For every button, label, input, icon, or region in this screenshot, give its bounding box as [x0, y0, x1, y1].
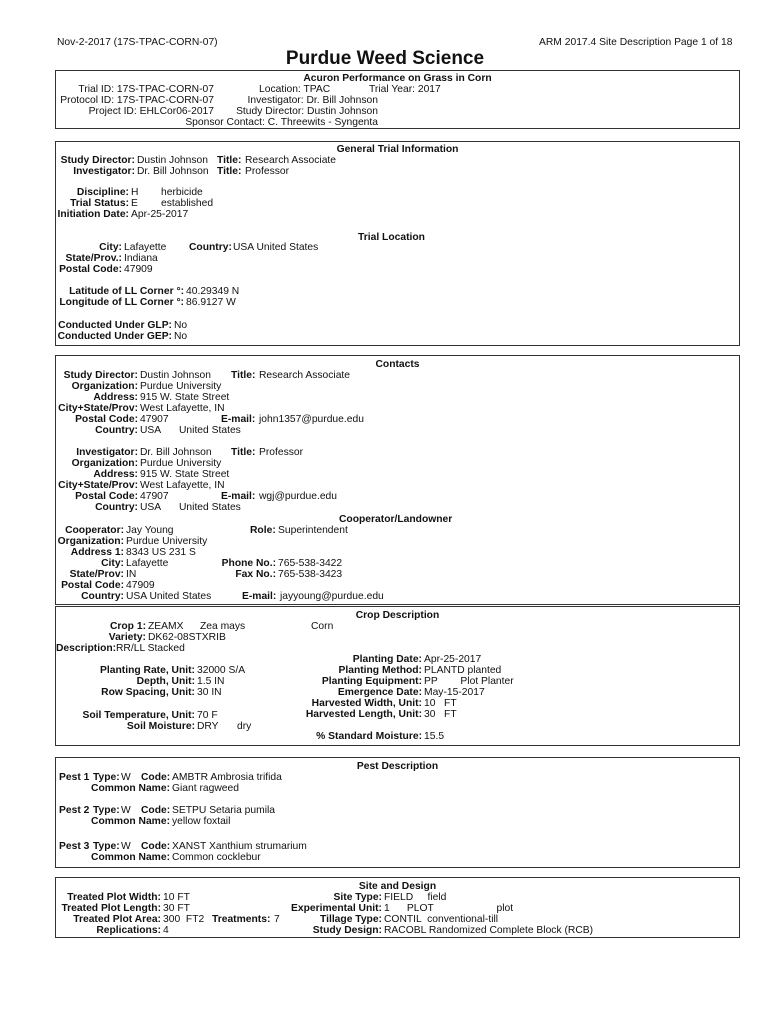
coop-email-label: E-mail:	[242, 591, 277, 602]
c2-org: Purdue University	[140, 458, 222, 469]
lon-label: Longitude of LL Corner °:	[59, 297, 184, 308]
c2-country: USA	[140, 502, 162, 513]
soil-moist-label: Soil Moisture:	[126, 721, 195, 732]
coop-phone: 765-538-3422	[278, 558, 343, 569]
coop-city: Lafayette	[126, 558, 169, 569]
pest3-code: XANST Xanthium strumarium	[172, 841, 307, 852]
crop-heading: Crop Description	[355, 610, 440, 621]
sd-value: Dustin Johnson	[137, 155, 208, 166]
status-code: E	[131, 198, 138, 209]
plot-area-label: Treated Plot Area:	[73, 914, 161, 925]
inv-title: Professor	[245, 166, 290, 177]
harvested-width-label: Harvested Width, Unit:	[311, 698, 422, 709]
coop-role: Superintendent	[278, 525, 348, 536]
pest1-label: Pest 1	[59, 772, 90, 783]
trial-heading: Acuron Performance on Grass in Corn	[303, 73, 492, 84]
coop-heading: Cooperator/Landowner	[339, 514, 453, 525]
treatments: 7	[274, 914, 280, 925]
crop-box	[55, 606, 740, 746]
init-value: Apr-25-2017	[131, 209, 189, 220]
c2-city-label: City+State/Prov:	[58, 480, 138, 491]
c1-country-label: Country:	[95, 425, 138, 436]
coop-city-label: City:	[101, 558, 124, 569]
gep-label: Conducted Under GEP:	[57, 331, 172, 342]
header-right: ARM 2017.4 Site Description Page 1 of 18	[539, 37, 733, 48]
c1-postal-label: Postal Code:	[75, 414, 138, 425]
replications: 4	[163, 925, 169, 936]
crop-common: Corn	[311, 621, 334, 632]
pest-heading: Pest Description	[356, 761, 439, 772]
project-id: Project ID: EHLCor06-2017	[88, 106, 214, 117]
disc-value: herbicide	[161, 187, 203, 198]
c1-title: Research Associate	[259, 370, 351, 381]
trial-director: Study Director: Dustin Johnson	[236, 106, 378, 117]
soil-temp: 70 F	[197, 710, 218, 721]
coop-postal-label: Postal Code:	[61, 580, 124, 591]
c2-country-label: Country:	[95, 502, 138, 513]
std-moist: 15.5	[424, 731, 445, 742]
c2-email[interactable]: wgj@purdue.edu	[259, 491, 338, 502]
pest3-label: Pest 3	[59, 841, 90, 852]
c2-country-full: United States	[179, 502, 241, 513]
pest2-code: SETPU Setaria pumila	[172, 805, 276, 816]
lat-label: Latitude of LL Corner °:	[69, 286, 184, 297]
trial-year: Trial Year: 2017	[369, 84, 441, 95]
c1-address: 915 W. State Street	[140, 392, 230, 403]
site-type: FIELD field	[384, 892, 447, 903]
c1-address-label: Address:	[93, 392, 138, 403]
state-value: Indiana	[124, 253, 158, 264]
soil-temp-label: Soil Temperature, Unit:	[82, 710, 195, 721]
planting-rate: 32000 S/A	[197, 665, 246, 676]
plot-width-label: Treated Plot Width:	[67, 892, 161, 903]
soil-moist-desc: dry	[237, 721, 252, 732]
c1-city-label: City+State/Prov:	[58, 403, 138, 414]
c1-country-full: United States	[179, 425, 241, 436]
pest1-type: W	[121, 772, 131, 783]
coop-postal: 47909	[126, 580, 155, 591]
treatments-label: Treatments:	[212, 914, 271, 925]
header-left: Nov-2-2017 (17S-TPAC-CORN-07)	[57, 37, 218, 48]
harvested-length-label: Harvested Length, Unit:	[305, 709, 422, 720]
postal-label: Postal Code:	[59, 264, 122, 275]
planting-date-label: Planting Date:	[352, 654, 422, 665]
planting-rate-label: Planting Rate, Unit:	[100, 665, 195, 676]
design: RACOBL Randomized Complete Block (RCB)	[384, 925, 594, 936]
inv-title-label: Title:	[217, 166, 242, 177]
coop-country: USA United States	[126, 591, 212, 602]
city-label: City:	[99, 242, 122, 253]
coop-org: Purdue University	[126, 536, 208, 547]
c1-role-label: Study Director:	[63, 370, 138, 381]
coop-addr-label: Address 1:	[70, 547, 124, 558]
design-label: Study Design:	[312, 925, 382, 936]
coop-state: IN	[126, 569, 137, 580]
sd-label: Study Director:	[60, 155, 135, 166]
site-box	[55, 877, 740, 938]
glp-value: No	[174, 320, 188, 331]
site-heading: Site and Design	[358, 881, 437, 892]
planting-method-label: Planting Method:	[338, 665, 422, 676]
coop-state-label: State/Prov:	[69, 569, 124, 580]
exp-unit: 1 PLOT plot	[384, 903, 514, 914]
coop-role-label: Role:	[250, 525, 276, 536]
plot-length: 30 FT	[163, 903, 190, 914]
c1-title-label: Title:	[231, 370, 256, 381]
lat-value: 40.29349 N	[186, 286, 240, 297]
plot-length-label: Treated Plot Length:	[61, 903, 161, 914]
coop-addr: 8343 US 231 S	[126, 547, 196, 558]
c2-role-label: Investigator:	[76, 447, 138, 458]
planting-equipment: PP Plot Planter	[424, 676, 514, 687]
harvested-length: 30 FT	[424, 709, 457, 720]
desc: RR/LL Stacked	[116, 643, 185, 654]
postal-value: 47909	[124, 264, 153, 275]
c2-title: Professor	[259, 447, 304, 458]
plot-area: 300 FT2	[163, 914, 205, 925]
emergence-date-label: Emergence Date:	[337, 687, 422, 698]
c1-city: West Lafayette, IN	[140, 403, 225, 414]
trial-sponsor: Sponsor Contact: C. Threewits - Syngenta	[185, 117, 378, 128]
pest2-code-label: Code:	[141, 805, 171, 816]
state-label: State/Prov.:	[65, 253, 122, 264]
c2-email-label: E-mail:	[221, 491, 256, 502]
c2-city: West Lafayette, IN	[140, 480, 225, 491]
coop-country-label: Country:	[81, 591, 124, 602]
gep-value: No	[174, 331, 188, 342]
coop-fax-label: Fax No.:	[235, 569, 276, 580]
c1-country: USA	[140, 425, 162, 436]
variety-label: Variety:	[108, 632, 146, 643]
contacts-heading: Contacts	[375, 359, 420, 370]
pest3-code-label: Code:	[141, 841, 171, 852]
c2-postal: 47907	[140, 491, 169, 502]
planting-equipment-label: Planting Equipment:	[321, 676, 422, 687]
disc-code: H	[131, 187, 139, 198]
planting-date: Apr-25-2017	[424, 654, 482, 665]
c2-name: Dr. Bill Johnson	[140, 447, 212, 458]
inv-label: Investigator:	[73, 166, 135, 177]
status-value: established	[161, 198, 214, 209]
c2-title-label: Title:	[231, 447, 256, 458]
pest1-common: Giant ragweed	[172, 783, 239, 794]
lon-value: 86.9127 W	[186, 297, 236, 308]
harvested-width: 10 FT	[424, 698, 457, 709]
tillage-label: Tillage Type:	[320, 914, 382, 925]
coop-org-label: Organization:	[57, 536, 124, 547]
c1-name: Dustin Johnson	[140, 370, 211, 381]
c2-postal-label: Postal Code:	[75, 491, 138, 502]
pest-box	[55, 757, 740, 868]
init-label: Initiation Date:	[57, 209, 129, 220]
std-moist-label: % Standard Moisture:	[316, 731, 422, 742]
pest2-common-label: Common Name:	[91, 816, 170, 827]
pest3-common: Common cocklebur	[172, 852, 261, 863]
disc-label: Discipline:	[76, 187, 129, 198]
variety: DK62-08STXRIB	[148, 632, 226, 643]
trial-box	[55, 70, 740, 129]
coop-name: Jay Young	[126, 525, 174, 536]
crop-label: Crop 1:	[109, 621, 146, 632]
pest2-label: Pest 2	[59, 805, 90, 816]
contacts-box	[55, 355, 740, 605]
pest2-type-label: Type:	[93, 805, 120, 816]
sd-title: Research Associate	[245, 155, 337, 166]
pest3-type-label: Type:	[93, 841, 120, 852]
desc-label: Description:	[56, 643, 117, 654]
page-title: Purdue Weed Science	[285, 48, 485, 69]
c1-postal: 47907	[140, 414, 169, 425]
coop-email[interactable]: jayyoung@purdue.edu	[280, 591, 384, 602]
crop-sci: Zea mays	[200, 621, 246, 632]
pest2-common: yellow foxtail	[172, 816, 231, 827]
soil-moist: DRY	[197, 721, 219, 732]
c1-org: Purdue University	[140, 381, 222, 392]
row-spacing-label: Row Spacing, Unit:	[101, 687, 195, 698]
c2-org-label: Organization:	[71, 458, 138, 469]
trial-location: Location: TPAC	[259, 84, 331, 95]
city-value: Lafayette	[124, 242, 167, 253]
pest1-type-label: Type:	[93, 772, 120, 783]
c1-org-label: Organization:	[71, 381, 138, 392]
depth-label: Depth, Unit:	[136, 676, 195, 687]
c2-address-label: Address:	[93, 469, 138, 480]
general-heading: General Trial Information	[336, 144, 459, 155]
planting-method: PLANTD planted	[424, 665, 502, 676]
coop-fax: 765-538-3423	[278, 569, 343, 580]
tillage: CONTIL conventional-till	[384, 914, 499, 925]
general-info-box	[55, 141, 740, 346]
plot-width: 10 FT	[163, 892, 190, 903]
inv-value: Dr. Bill Johnson	[137, 166, 209, 177]
c2-address: 915 W. State Street	[140, 469, 230, 480]
pest3-common-label: Common Name:	[91, 852, 170, 863]
replications-label: Replications:	[96, 925, 161, 936]
trial-investigator: Investigator: Dr. Bill Johnson	[247, 95, 378, 106]
country-label: Country:	[189, 242, 232, 253]
exp-unit-label: Experimental Unit:	[291, 903, 382, 914]
pest3-type: W	[121, 841, 131, 852]
pest2-type: W	[121, 805, 131, 816]
glp-label: Conducted Under GLP:	[58, 320, 172, 331]
c1-email-label: E-mail:	[221, 414, 256, 425]
sd-title-label: Title:	[217, 155, 242, 166]
row-spacing: 30 IN	[197, 687, 222, 698]
crop-code: ZEAMX	[148, 621, 184, 632]
depth: 1.5 IN	[197, 676, 225, 687]
trial-id: Trial ID: 17S-TPAC-CORN-07	[78, 84, 214, 95]
emergence-date: May-15-2017	[424, 687, 485, 698]
status-label: Trial Status:	[70, 198, 129, 209]
site-type-label: Site Type:	[333, 892, 382, 903]
coop-phone-label: Phone No.:	[221, 558, 276, 569]
c1-email[interactable]: john1357@purdue.edu	[259, 414, 364, 425]
pest1-common-label: Common Name:	[91, 783, 170, 794]
location-heading: Trial Location	[358, 232, 425, 243]
protocol-id: Protocol ID: 17S-TPAC-CORN-07	[60, 95, 214, 106]
coop-label: Cooperator:	[65, 525, 124, 536]
pest1-code: AMBTR Ambrosia trifida	[172, 772, 282, 783]
country-value: USA United States	[233, 242, 319, 253]
pest1-code-label: Code:	[141, 772, 171, 783]
